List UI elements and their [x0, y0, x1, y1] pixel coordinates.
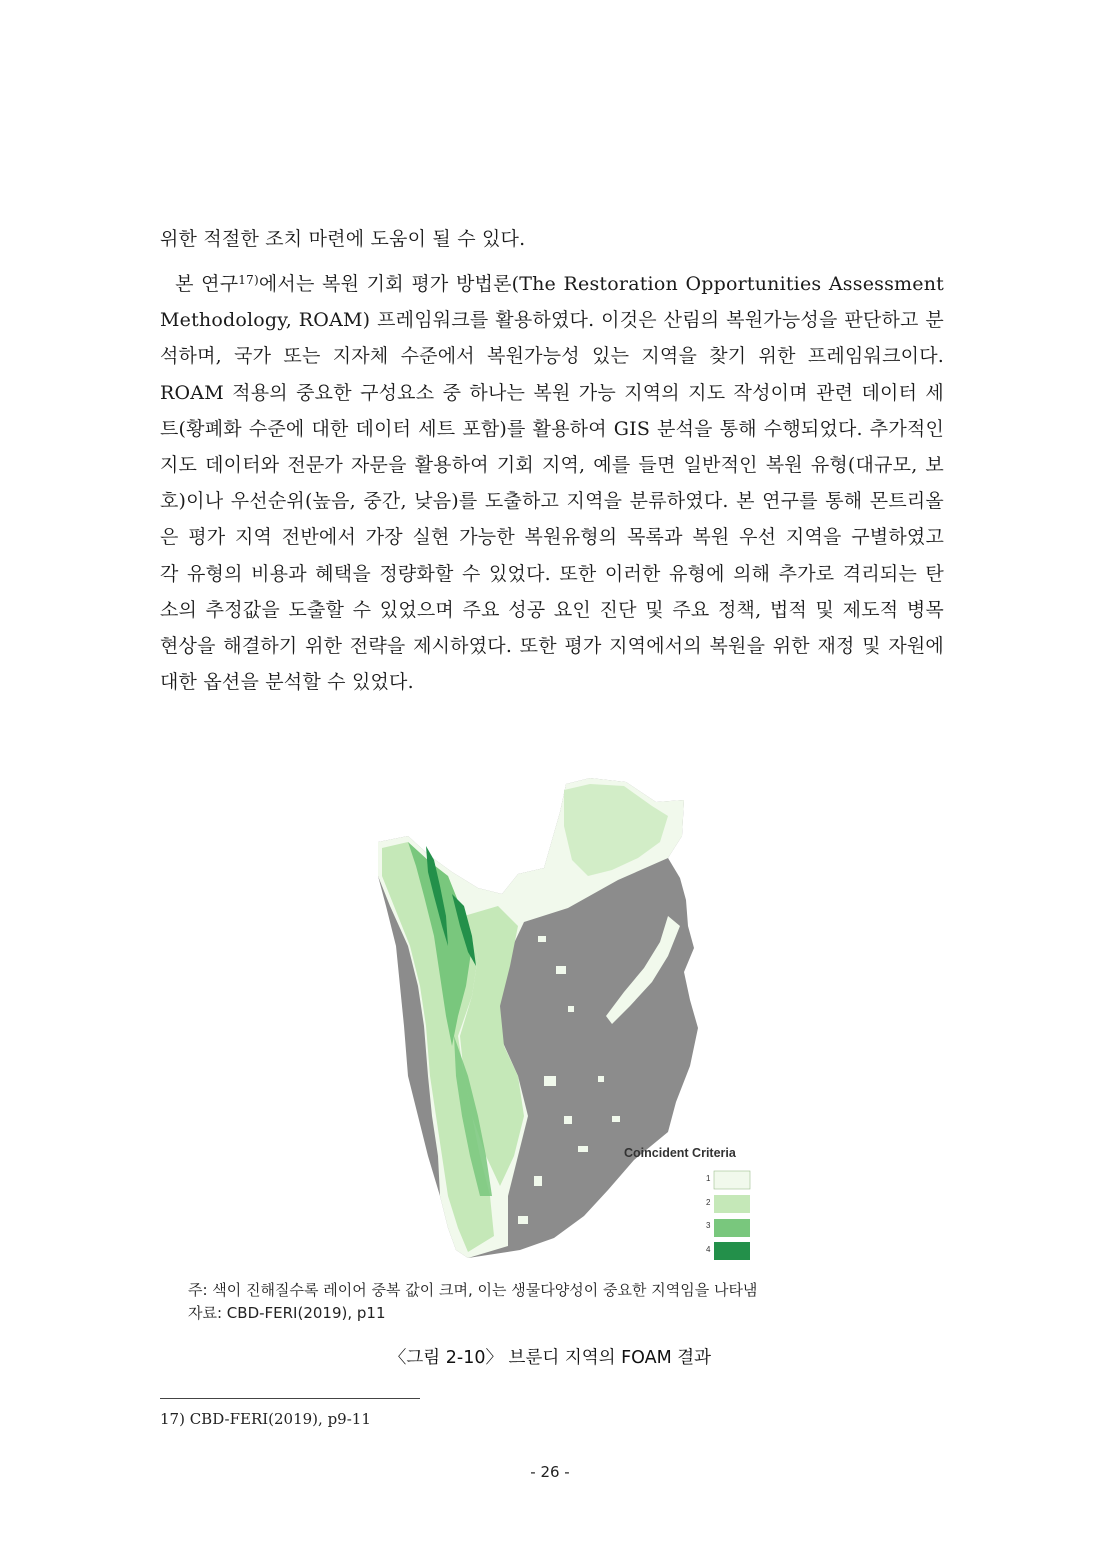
legend-swatch-1: [714, 1171, 750, 1189]
paragraph-line: 석하며, 국가 또는 지자체 수준에서 복원가능성 있는 지역을 찾기 위한 프레임워크이다.: [160, 345, 944, 368]
paragraph-line: 현상을 해결하기 위한 전략을 제시하였다. 또한 평가 지역에서의 복원을 위한 재정 및 자원에: [160, 635, 944, 658]
body-paragraph: [160, 262, 944, 700]
legend-label: 2: [706, 1198, 711, 1207]
paragraph-first-prefix: 본 연구: [175, 273, 239, 295]
paragraph-line: 트(황폐화 수준에 대한 데이터 세트 포함)를 활용하여 GIS 분석을 통해 수행되었다. 추가적인: [160, 417, 944, 440]
paragraph-line: 지도 데이터와 전문가 자문을 활용하여 기회 지역, 예를 들면 일반적인 복원 유형(대규모, 보: [160, 454, 944, 477]
figure-source: 자료: CBD-FERI(2019), p11: [188, 1304, 386, 1322]
burundi-map-figure: [368, 776, 752, 1266]
page-number: - 26 -: [530, 1463, 570, 1481]
paragraph-first-suffix: 에서는 복원 기회 평가 방법론(The Restoration Opportunities Assessment: [258, 273, 944, 295]
footnote-ref[interactable]: 17): [238, 273, 259, 287]
intro-line: 위한 적절한 조치 마련에 도움이 될 수 있다.: [160, 228, 526, 250]
legend-swatch-4: [714, 1242, 750, 1260]
legend: [706, 1171, 750, 1260]
paragraph-line: 소의 추정값을 도출할 수 있었으며 주요 성공 요인 진단 및 주요 정책, 법적 및 제도적 병목: [160, 598, 944, 621]
paragraph-line: 각 유형의 비용과 혜택을 정량화할 수 있었다. 또한 이러한 유형에 의해 추가로 격리되는 탄: [160, 562, 944, 585]
figure-note: 주: 색이 진해질수록 레이어 중복 값이 크며, 이는 생물다양성이 중요한 지역임을 나타냄: [188, 1281, 758, 1299]
paragraph-line-last: 대한 옵션을 분석할 수 있었다.: [160, 671, 414, 694]
paragraph-line: 호)이나 우선순위(높음, 중간, 낮음)를 도출하고 지역을 분류하였다. 본 연구를 통해 몬트리올: [160, 490, 944, 513]
paragraph-line: Methodology, ROAM) 프레임워크를 활용하였다. 이것은 산림의 복원가능성을 판단하고 분: [160, 309, 944, 332]
legend-title: Coincident Criteria: [624, 1146, 736, 1160]
legend-label: 1: [706, 1174, 711, 1183]
legend-label: 3: [706, 1221, 711, 1230]
footnote: 17) CBD-FERI(2019), p9-11: [160, 1410, 371, 1428]
intro-text: [160, 221, 944, 257]
paragraph-line: ROAM 적용의 중요한 구성요소 중 하나는 복원 가능 지역의 지도 작성이며 관련 데이터 세: [160, 381, 944, 404]
paragraph-line: 은 평가 지역 전반에서 가장 실현 가능한 복원유형의 목록과 복원 우선 지역을 구별하였고: [160, 526, 944, 549]
legend-swatch-2: [714, 1195, 750, 1213]
burundi-map: [368, 776, 752, 1266]
figure-caption: 〈그림 2-10〉 브룬디 지역의 FOAM 결과: [388, 1348, 712, 1368]
legend-swatch-3: [714, 1219, 750, 1237]
footnote-divider: [160, 1398, 420, 1399]
legend-label: 4: [706, 1245, 711, 1254]
paragraph-line-first: [160, 262, 944, 302]
